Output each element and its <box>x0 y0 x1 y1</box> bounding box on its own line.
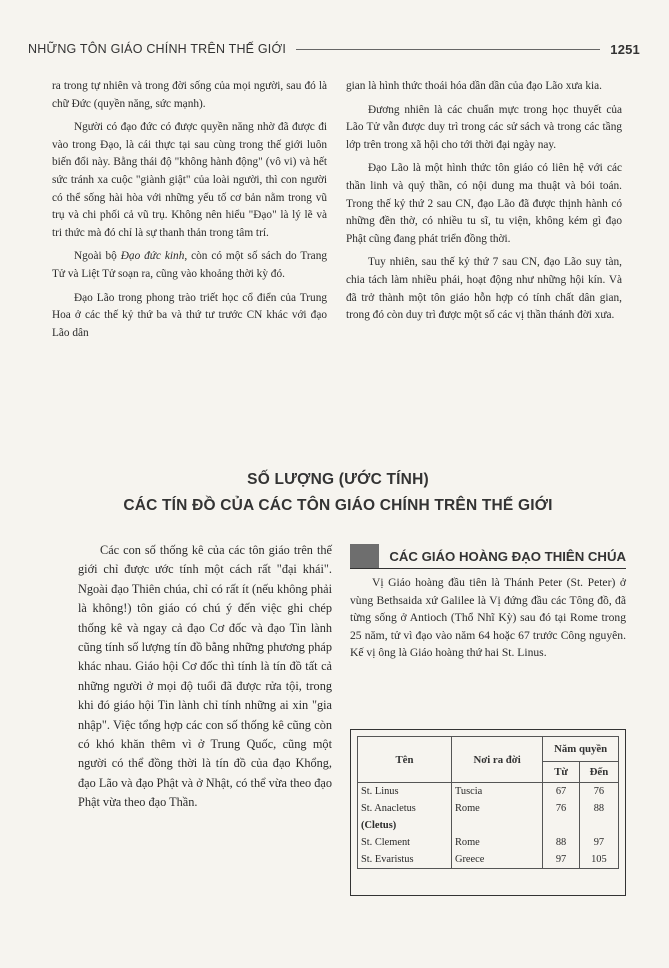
text: , còn có một số sách do Trang Tử và Liệt Tử soạn ra, cũng vào khoảng thời kỳ đó. <box>52 250 327 280</box>
heading-block-marker <box>350 544 379 568</box>
table-row <box>358 800 619 817</box>
cell-from <box>543 817 580 834</box>
header-origin: Nơi ra đời <box>451 737 542 783</box>
column-left-bottom <box>78 541 332 813</box>
cell-to: 88 <box>579 800 618 817</box>
cell-origin: Rome <box>451 834 542 851</box>
sidebar-box-text <box>350 574 626 662</box>
header-name: Tên <box>358 737 452 783</box>
cell-from: 97 <box>543 851 580 869</box>
table-row <box>358 817 619 834</box>
paragraph: ra trong tự nhiên và trong đời sống của mọi người, sau đó là chữ Đức (quyền năng, sức mạnh). <box>52 80 327 110</box>
page-number: 1251 <box>610 41 640 57</box>
table-row <box>358 783 619 801</box>
section-title <box>52 467 624 519</box>
paragraph: Đương nhiên là các chuẩn mực trong học thuyết của Lão Tử vẫn được duy trì trong các sử sách và trong các tầng lớp trên trong xã hội cho tới thời đại ngày nay. <box>346 103 622 151</box>
cell-to: 97 <box>579 834 618 851</box>
header-to: Đến <box>579 762 618 783</box>
sidebar-box-heading <box>350 544 626 569</box>
cell-from: 88 <box>543 834 580 851</box>
running-header <box>28 39 640 59</box>
cell-name: St. Anacletus <box>358 800 452 817</box>
section-title-line-1: SỐ LƯỢNG (ƯỚC TÍNH) <box>247 471 429 488</box>
paragraph: Vị Giáo hoàng đầu tiên là Thánh Peter (St. Peter) ở vùng Bethsaida xứ Galilee là Vị đứng đầu các Tông đồ, đã từng sống ở Antioch (Thổ Nhĩ Kỳ) sau đó tại Rome trong 25 năm, tử vì đạo vào năm 64 hoặc 67 trước Công nguyên. Kế vị ông là Giáo hoàng thứ hai St. Linus. <box>350 576 626 660</box>
paragraph <box>52 248 327 283</box>
table-row <box>358 851 619 869</box>
cell-name: St. Clement <box>358 834 452 851</box>
cell-origin <box>451 817 542 834</box>
text: Ngoài bộ <box>74 250 121 263</box>
cell-to: 105 <box>579 851 618 869</box>
running-header-title: NHỮNG TÔN GIÁO CHÍNH TRÊN THẾ GIỚI <box>28 42 287 56</box>
sidebar-box-title: CÁC GIÁO HOÀNG ĐẠO THIÊN CHÚA <box>389 548 626 564</box>
header-from: Từ <box>543 762 580 783</box>
paragraph: Đạo Lão là một hình thức tôn giáo có liên hệ với các thần linh và quỷ thần, có nội dung ma thuật và bói toán. Trong thế kỷ thứ 2 sau CN, đạo Lão đã được thịnh hành có những đền thờ, có nhiều tu sĩ, tu viện, không kém gì đạo Phật cũng đang phát triển đồng thời. <box>346 162 622 245</box>
paragraph: Người có đạo đức có được quyền năng nhờ đã được đi vào trong Đạo, là cái thực tại sau cùng trong thế giới luôn biến đổi này. Bằng thái độ "không hành động" (vô vi) và hết sức tránh xa cuộc "giành giật" của loài người, thì con người có thể sống hài hòa với những yếu tố cơ bản nằm trong vũ trụ và chi phối cả vũ trụ. Không nên hiểu "Đạo" là lý lẽ và tri thức mà đó chỉ là sự thanh thản trong tâm trí. <box>52 121 327 239</box>
cell-name: (Cletus) <box>358 817 452 834</box>
paragraph: Đạo Lão trong phong trào triết học cổ điển của Trung Hoa ở các thế kỷ thứ ba và thứ tư trước CN khác với đạo Lão dân <box>52 291 327 339</box>
header-years: Năm quyền <box>543 737 619 762</box>
header-rule <box>296 49 600 50</box>
cell-name: St. Evaristus <box>358 851 452 869</box>
table-row <box>358 834 619 851</box>
cell-origin: Greece <box>451 851 542 869</box>
cell-origin: Rome <box>451 800 542 817</box>
cell-from: 67 <box>543 783 580 801</box>
cell-to <box>579 817 618 834</box>
column-left-top <box>52 78 327 348</box>
section-title-line-2: CÁC TÍN ĐỒ CỦA CÁC TÔN GIÁO CHÍNH TRÊN THẾ GIỚI <box>123 497 553 514</box>
cell-to: 76 <box>579 783 618 801</box>
popes-table-frame <box>350 729 626 896</box>
column-right-top <box>346 78 622 331</box>
paragraph: Tuy nhiên, sau thế kỷ thứ 7 sau CN, đạo Lão suy tàn, chia tách làm nhiều phái, hoạt động như những hội kín. Và đã trở thành một tôn giáo hỗn hợp có tính chất dân gian, trong đó còn duy trì được một số các vị thần thánh đời xưa. <box>346 256 622 322</box>
cell-origin: Tuscia <box>451 783 542 801</box>
popes-table <box>357 736 619 869</box>
paragraph: Các con số thống kê của các tôn giáo trên thế giới chỉ được ước tính một cách rất "đại khái". Ngoài đạo Thiên chúa, chỉ có rất ít (nếu không phải là không!) tôn giáo có chú ý đến việc ghi chép thống kê và ngay cả đạo Cơ đốc và đạo Tin lành cũng tính số lượng tín đồ bằng những phương pháp khác nhau. Giáo hội Cơ đốc thì tính là tín đồ tất cả những người ở mọi độ tuổi đã được rửa tội, trong khi đó giáo hội Tin lành chỉ tính những ai xin "gia nhập". Việc tổng hợp các con số thống kê cũng còn có khó khăn thêm vì ở Trung Quốc, cũng một người có thể đồng thời là tín đồ của đạo Khổng, đạo Lão và đạo Phật và ở Nhật, có thể vừa theo đạo Phật vừa theo đạo Thần. <box>78 543 332 810</box>
cell-name: St. Linus <box>358 783 452 801</box>
paragraph: gian là hình thức thoái hóa dần dần của đạo Lão xưa kia. <box>346 80 602 92</box>
book-title: Đạo đức kinh <box>120 250 185 263</box>
cell-from: 76 <box>543 800 580 817</box>
